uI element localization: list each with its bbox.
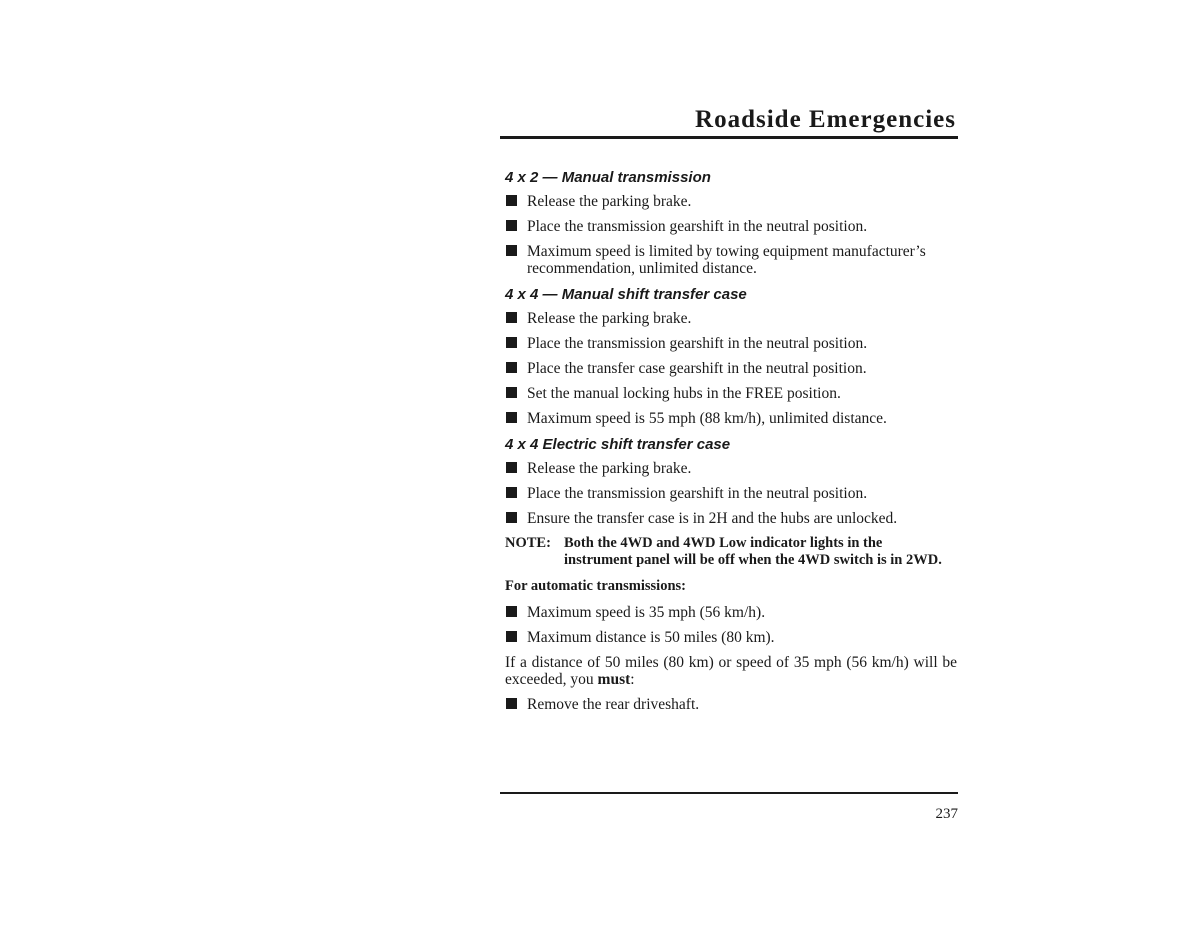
list-item-text: Maximum speed is 35 mph (56 km/h). [527,604,766,621]
list-item [505,629,957,646]
page-content [505,164,957,721]
list-item [505,335,957,352]
bullet-square-icon [506,487,517,498]
bullet-square-icon [506,337,517,348]
list-item [505,410,957,427]
list-item [505,485,957,502]
list-item-text: Maximum speed is 55 mph (88 km/h), unlimited distance. [527,410,887,427]
page-header-title: Roadside Emergencies [695,106,956,133]
list-item-text: Place the transmission gearshift in the neutral position. [527,485,868,502]
note-block [505,535,957,569]
list-item-text: Ensure the transfer case is in 2H and the hubs are unlocked. [527,510,898,527]
list-item [505,696,957,713]
automatic-heading: For automatic transmissions: [505,578,686,594]
footer-rule [500,792,958,794]
list-item [505,360,957,377]
list-item-text: Release the parking brake. [527,460,692,477]
bullet-square-icon [506,462,517,473]
paragraph-emphasis: must [597,671,631,688]
list-item [505,193,957,210]
bullet-square-icon [506,387,517,398]
bullet-square-icon [506,631,517,642]
list-item-text: Release the parking brake. [527,310,692,327]
bullet-square-icon [506,698,517,709]
page-number: 237 [935,806,958,822]
list-item-text: Release the parking brake. [527,193,692,210]
list-item [505,310,957,327]
paragraph-lead: If a distance of 50 miles (80 km) or speed of 35 mph (56 km/h) will be exceeded, you [505,654,957,688]
list-item [505,385,957,402]
bullet-square-icon [506,512,517,523]
list-item [505,460,957,477]
bullet-square-icon [506,312,517,323]
exceed-paragraph [505,654,957,688]
bullet-square-icon [506,245,517,256]
bullet-square-icon [506,195,517,206]
bullet-square-icon [506,220,517,231]
bullet-square-icon [506,606,517,617]
list-item-text: Place the transmission gearshift in the neutral position. [527,218,868,235]
bullet-square-icon [506,412,517,423]
list-item [505,510,957,527]
list-item-text: Place the transfer case gearshift in the neutral position. [527,360,867,377]
list-item [505,218,957,235]
list-item [505,243,957,277]
list-item-text: Place the transmission gearshift in the neutral position. [527,335,868,352]
list-item-text: Remove the rear driveshaft. [527,696,700,713]
list-item [505,604,957,621]
section-heading-4x2-manual: 4 x 2 — Manual transmission [505,169,711,186]
paragraph-tail: : [630,671,635,688]
section-heading-4x4-manual-shift: 4 x 4 — Manual shift transfer case [505,286,747,303]
section-heading-4x4-electric-shift: 4 x 4 Electric shift transfer case [505,436,731,453]
list-item-text: Maximum speed is limited by towing equipment manufacturer’s recommendation, unlimited distance. [527,243,926,277]
header-rule [500,136,958,139]
note-label: NOTE: [505,535,551,551]
manual-page [500,0,958,927]
list-item-text: Set the manual locking hubs in the FREE position. [527,385,841,402]
list-item-text: Maximum distance is 50 miles (80 km). [527,629,775,646]
bullet-square-icon [506,362,517,373]
note-text: Both the 4WD and 4WD Low indicator lights in the instrument panel will be off when the 4WD switch is in 2WD. [564,535,942,568]
